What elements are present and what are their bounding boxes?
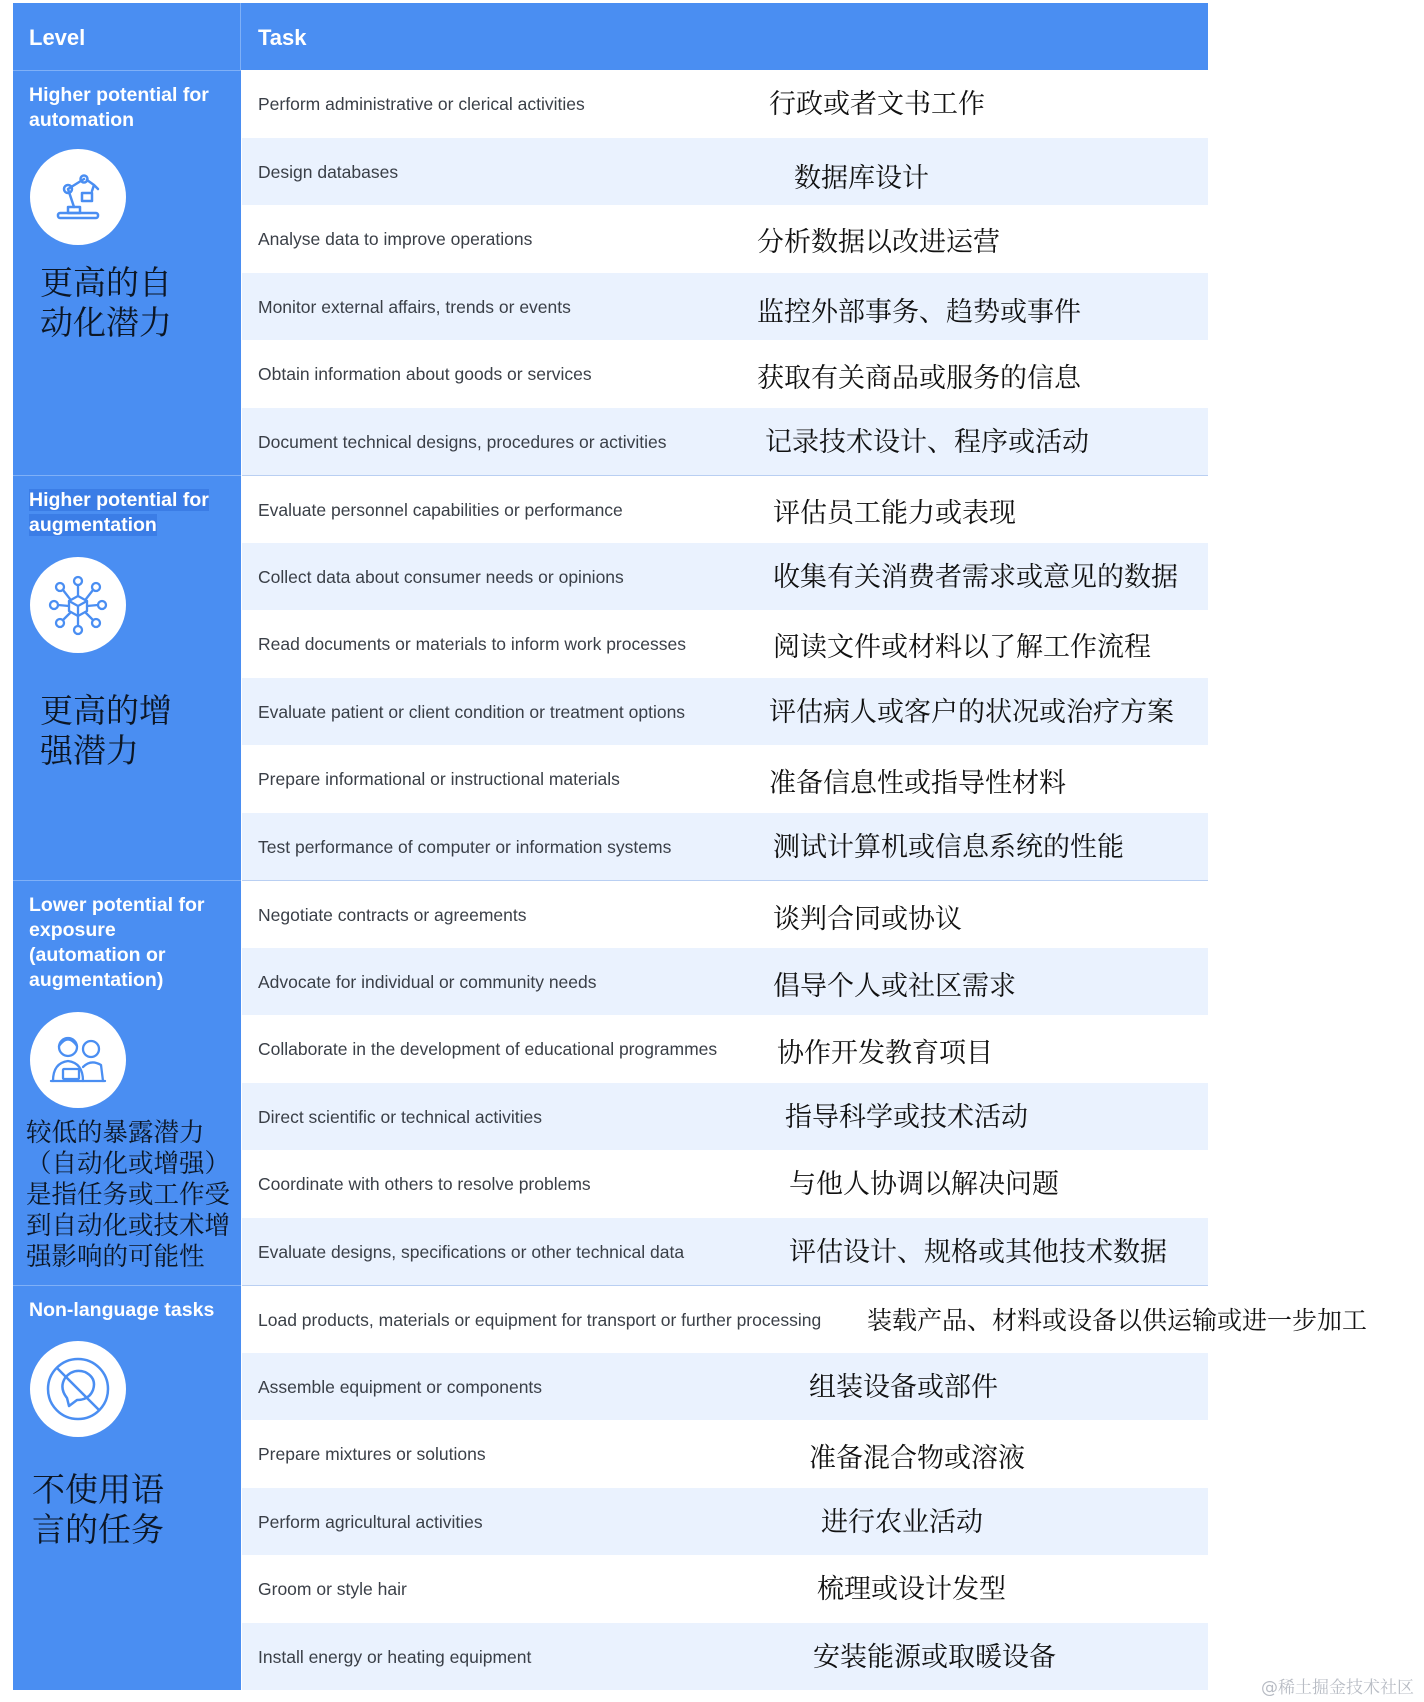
task-en: Negotiate contracts or agreements [258, 905, 527, 925]
task-zh: 组装设备或部件 [809, 1371, 998, 1403]
task-zh: 与他人协调以解决问题 [789, 1169, 1059, 1200]
task-column-header: Task [258, 25, 307, 50]
task-en: Groom or style hair [258, 1579, 407, 1599]
table-row [242, 948, 1208, 1016]
level-column-header: Level [29, 25, 86, 50]
table-row [242, 273, 1208, 341]
network-cube-icon [30, 557, 126, 653]
task-list [242, 70, 1368, 1690]
level-title: Higher potential for automation [29, 84, 209, 131]
table-row [242, 70, 1208, 138]
task-en: Design databases [258, 161, 399, 182]
level-title: Non-language tasks [29, 1299, 215, 1321]
task-en: Perform agricultural activities [258, 1511, 483, 1532]
task-zh: 谈判合同或协议 [773, 904, 962, 935]
task-zh: 监控外部事务、趋势或事件 [757, 296, 1081, 328]
task-en: Load products, materials or equipment for transport or further processing [258, 1310, 822, 1330]
task-zh: 评估设计、规格或其他技术数据 [789, 1236, 1167, 1268]
task-en: Monitor external affairs, trends or events [258, 296, 571, 317]
task-en: Prepare mixtures or solutions [258, 1444, 486, 1464]
table-row [242, 1218, 1208, 1286]
task-en: Collaborate in the development of educational programmes [258, 1039, 718, 1059]
task-zh: 获取有关商品或服务的信息 [757, 363, 1081, 394]
task-zh: 测试计算机或信息系统的性能 [773, 831, 1124, 863]
task-zh: 阅读文件或材料以了解工作流程 [773, 632, 1151, 663]
task-zh: 记录技术设计、程序或活动 [765, 426, 1089, 458]
table-row [242, 1555, 1208, 1623]
task-en: Analyse data to improve operations [258, 229, 533, 249]
task-en: Collect data about consumer needs or opinions [258, 566, 624, 587]
table-row [242, 543, 1208, 611]
table-row [242, 408, 1208, 476]
task-zh: 协作开发教育项目 [777, 1038, 993, 1069]
task-en: Coordinate with others to resolve problems [258, 1174, 591, 1194]
task-zh: 数据库设计 [794, 162, 929, 194]
table-row [242, 205, 1208, 273]
task-en: Evaluate patient or client condition or treatment options [258, 701, 686, 722]
level-lower-exposure [13, 880, 241, 1285]
task-en: Prepare informational or instructional materials [258, 769, 620, 789]
level-zh-label: 不使用语言的任务 [32, 1470, 164, 1549]
no-speech-icon [30, 1341, 126, 1437]
level-zh-label: 较低的暴露潜力（自动化或增强）是指任务或工作受到自动化或技术增强影响的可能性 [26, 1118, 231, 1272]
task-en: Advocate for individual or community needs [258, 971, 597, 992]
watermark: @稀土掘金技术社区 [1261, 1678, 1414, 1698]
level-non-language [13, 1285, 241, 1690]
task-zh: 安装能源或取暖设备 [813, 1641, 1056, 1673]
task-en: Install energy or heating equipment [258, 1646, 532, 1667]
level-zh-label: 更高的自动化潜力 [40, 263, 172, 342]
task-en: Document technical designs, procedures or activities [258, 431, 667, 452]
table-row [242, 1353, 1208, 1421]
table-row [242, 475, 1208, 543]
table-header [13, 3, 1208, 70]
table-row [242, 138, 1208, 206]
table-row [242, 1083, 1208, 1151]
task-zh: 分析数据以改进运营 [757, 227, 1000, 258]
task-zh: 指导科学或技术活动 [785, 1101, 1028, 1133]
task-zh: 行政或者文书工作 [769, 89, 985, 120]
task-zh: 评估病人或客户的状况或治疗方案 [769, 696, 1174, 728]
header-divider [240, 3, 241, 70]
level-title: Higher potential for augmentation [29, 489, 209, 536]
task-zh: 准备信息性或指导性材料 [769, 768, 1066, 799]
task-en: Evaluate designs, specifications or other technical data [258, 1241, 685, 1262]
level-augmentation [13, 475, 241, 880]
task-en: Test performance of computer or information systems [258, 836, 672, 857]
people-laptop-icon [30, 1012, 126, 1108]
table-row [242, 610, 1208, 678]
level-zh-label: 更高的增强潜力 [40, 691, 172, 770]
task-zh: 梳理或设计发型 [817, 1574, 1006, 1605]
robot-arm-icon [30, 149, 126, 245]
task-zh: 评估员工能力或表现 [773, 498, 1016, 529]
table-row [242, 1488, 1208, 1556]
table-row [242, 813, 1208, 881]
table-row [242, 1420, 1208, 1488]
table-row [242, 1015, 1208, 1083]
task-zh: 进行农业活动 [821, 1506, 983, 1538]
task-zh: 装载产品、材料或设备以供运输或进一步加工 [867, 1306, 1368, 1335]
table-row [242, 745, 1208, 813]
task-en: Read documents or materials to inform work processes [258, 634, 686, 654]
task-zh: 准备混合物或溶液 [809, 1443, 1025, 1474]
level-title: Lower potential for exposure (automation or augmentation) [29, 894, 205, 991]
table-row [242, 880, 1208, 948]
task-zh: 收集有关消费者需求或意见的数据 [773, 561, 1178, 593]
table-row [242, 678, 1208, 746]
table-row [242, 340, 1208, 408]
task-en: Assemble equipment or components [258, 1376, 543, 1397]
task-en: Direct scientific or technical activities [258, 1106, 542, 1127]
task-zh: 倡导个人或社区需求 [773, 970, 1016, 1002]
table-row [242, 1623, 1208, 1691]
level-automation [13, 70, 241, 475]
table-row [242, 1285, 1368, 1353]
task-en: Evaluate personnel capabilities or performance [258, 500, 623, 520]
task-en: Perform administrative or clerical activities [258, 94, 585, 114]
table-row [242, 1150, 1208, 1218]
task-en: Obtain information about goods or services [258, 364, 592, 384]
